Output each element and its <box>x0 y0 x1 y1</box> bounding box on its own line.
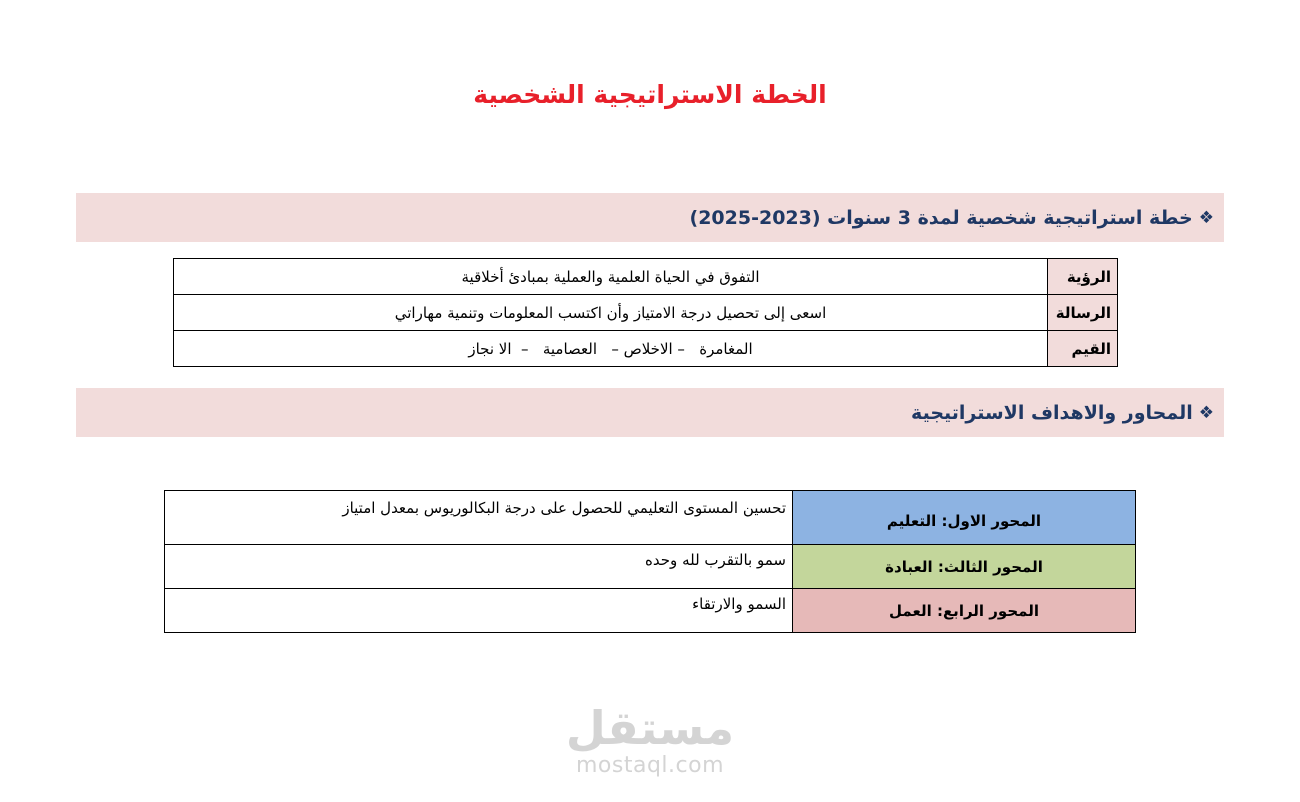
page-title: الخطة الاستراتيجية الشخصية <box>473 80 827 109</box>
values-value: المغامرة – الاخلاص – العصامية – الا نجاز <box>174 331 1048 367</box>
axis-value-worship: سمو بالتقرب لله وحده <box>165 545 793 589</box>
axis-label-worship: المحور الثالث: العبادة <box>793 545 1136 589</box>
section-heading-text: خطة استراتيجية شخصية لمدة 3 سنوات (2023-2025) <box>689 206 1193 229</box>
table-row <box>165 491 1136 545</box>
axis-label-work: المحور الرابع: العمل <box>793 589 1136 633</box>
table-row <box>174 295 1118 331</box>
diamond-bullet-icon: ❖ <box>1198 207 1214 228</box>
vision-label: الرؤية <box>1048 259 1118 295</box>
section-heading-text: المحاور والاهداف الاستراتيجية <box>911 401 1193 424</box>
vision-mission-values-table <box>173 258 1118 367</box>
table-row <box>174 259 1118 295</box>
watermark-latin: mostaql.com <box>575 753 725 778</box>
watermark-arabic: مستقل <box>565 701 735 755</box>
mission-label: الرسالة <box>1048 295 1118 331</box>
vision-value: التفوق في الحياة العلمية والعملية بمبادئ أخلاقية <box>174 259 1048 295</box>
mission-value: اسعى إلى تحصيل درجة الامتياز وأن اكتسب المعلومات وتنمية مهاراتي <box>174 295 1048 331</box>
axis-value-work: السمو والارتقاء <box>165 589 793 633</box>
section-heading-plan <box>76 193 1224 242</box>
axis-label-education: المحور الاول: التعليم <box>793 491 1136 545</box>
table-row <box>174 331 1118 367</box>
diamond-bullet-icon: ❖ <box>1198 402 1214 423</box>
values-label: القيم <box>1048 331 1118 367</box>
axis-value-education: تحسين المستوى التعليمي للحصول على درجة البكالوريوس بمعدل امتياز <box>165 491 793 545</box>
strategic-axes-table <box>164 490 1136 633</box>
table-row <box>165 545 1136 589</box>
table-row <box>165 589 1136 633</box>
section-heading-axes <box>76 388 1224 437</box>
mostaql-watermark <box>565 702 735 778</box>
